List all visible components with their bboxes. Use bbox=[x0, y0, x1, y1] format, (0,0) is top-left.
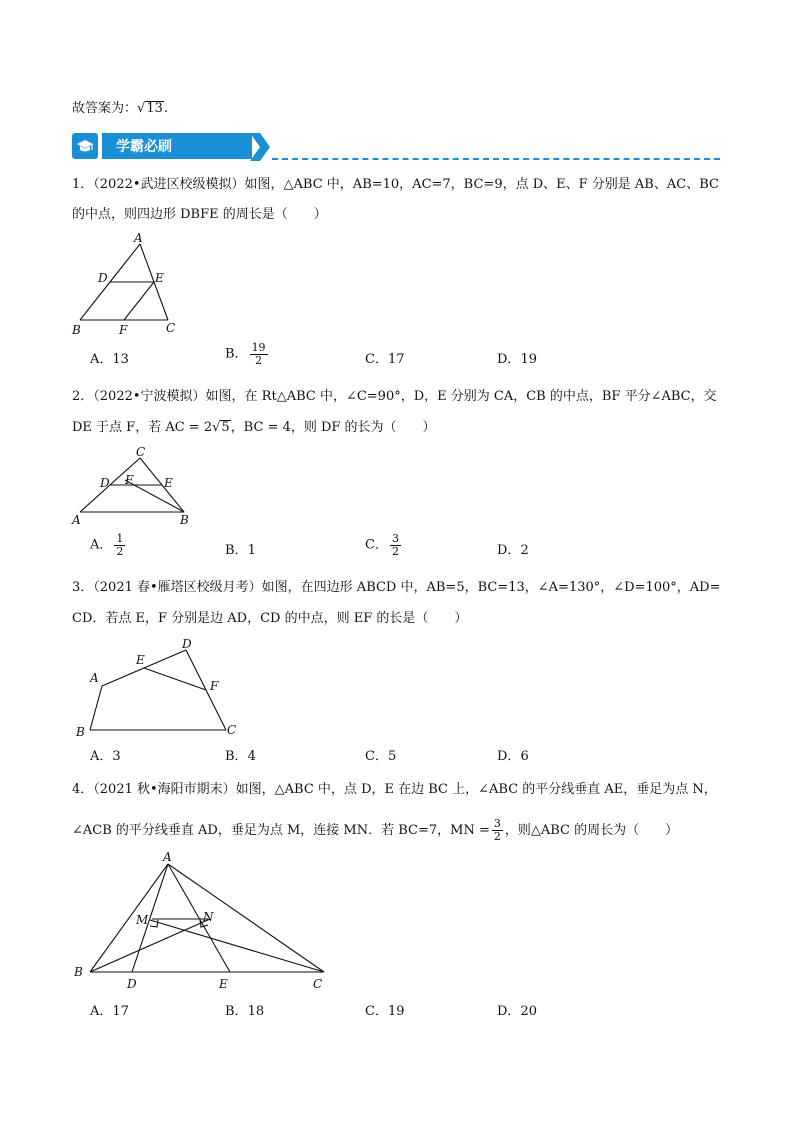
label-b: B bbox=[76, 725, 85, 739]
label-d: D bbox=[100, 476, 110, 490]
q3-option-b[interactable]: B．4 bbox=[225, 749, 256, 764]
q4-option-c[interactable]: C．19 bbox=[365, 1004, 405, 1019]
question-1-line1 bbox=[72, 176, 719, 194]
label-b: B bbox=[72, 323, 81, 337]
label-f: F bbox=[125, 473, 134, 487]
question-text: 如图，△ABC 中，AB=10，AC=7，BC=9，点 D、E、F 分别是 AB、AC、BC bbox=[244, 177, 719, 192]
label-e: E bbox=[219, 977, 228, 991]
question-2-line1: 2．（2022•宁波模拟）如图，在 Rt△ABC 中，∠C=90°，D，E 分别为 CA，CB 的中点，BF 平分∠ABC，交 bbox=[72, 389, 717, 404]
label-c: C bbox=[313, 977, 323, 991]
answer-prefix: 故答案为： bbox=[72, 101, 138, 116]
label-f: F bbox=[119, 323, 128, 337]
question-number: 1． bbox=[72, 177, 94, 192]
banner-dashed-line bbox=[272, 158, 720, 160]
q3-option-a[interactable]: A．3 bbox=[90, 749, 121, 764]
q1-option-c[interactable]: C．17 bbox=[365, 352, 405, 367]
q4-option-d[interactable]: D．20 bbox=[497, 1004, 537, 1019]
answer-radicand: 13 bbox=[146, 101, 163, 116]
question-3-line1: 3．（2021 春•雁塔区校级月考）如图，在四边形 ABCD 中，AB=5，BC=13，∠A=130°，∠D=100°，AD= bbox=[72, 580, 721, 595]
question-2-line2: DE 于点 F，若 AC = 2√5，BC = 4，则 DF 的长为（ ） bbox=[72, 420, 436, 435]
q2-option-b[interactable]: B．1 bbox=[225, 543, 256, 558]
label-a: A bbox=[163, 850, 172, 864]
label-m: M bbox=[136, 913, 149, 927]
answer-suffix: . bbox=[163, 101, 168, 116]
banner-title-box bbox=[102, 133, 252, 159]
label-c: C bbox=[227, 723, 237, 737]
label-d: D bbox=[127, 977, 137, 991]
label-a: A bbox=[134, 231, 143, 245]
sqrt-sign: √ bbox=[137, 101, 146, 116]
label-d: D bbox=[98, 271, 108, 285]
label-d: D bbox=[182, 637, 192, 651]
q2-option-d[interactable]: D．2 bbox=[497, 543, 529, 558]
question-2-figure bbox=[70, 444, 200, 532]
banner-title: 学霸必刷 bbox=[116, 139, 172, 155]
label-e: E bbox=[136, 653, 145, 667]
label-a: A bbox=[72, 513, 81, 527]
label-e: E bbox=[164, 476, 173, 490]
question-1-line2: 的中点，则四边形 DBFE 的周长是（ ） bbox=[72, 207, 327, 222]
segment-ef bbox=[124, 282, 154, 320]
q1-option-d[interactable]: D．19 bbox=[497, 352, 537, 367]
label-b: B bbox=[180, 513, 189, 527]
q2-option-c[interactable]: C． $\frac{3}{2}$ bbox=[365, 532, 399, 558]
q4-option-b[interactable]: B．18 bbox=[225, 1004, 265, 1019]
question-4-figure bbox=[70, 846, 340, 996]
label-b: B bbox=[74, 965, 83, 979]
q4-option-a[interactable]: A．17 bbox=[90, 1004, 129, 1019]
chevron-right-icon bbox=[250, 132, 272, 162]
question-1-figure bbox=[70, 230, 190, 340]
label-c: C bbox=[166, 321, 176, 335]
question-source: （2022•武进区校级模拟） bbox=[93, 177, 245, 192]
question-3-line2: CD．若点 E，F 分别是边 AD，CD 的中点，则 EF 的长是（ ） bbox=[72, 611, 468, 626]
label-f: F bbox=[210, 679, 219, 693]
q1-option-b[interactable]: B． $\frac{19}{2}$ bbox=[225, 341, 266, 367]
fraction: $\frac{19}{2}$ bbox=[251, 341, 266, 367]
previous-answer bbox=[72, 100, 168, 118]
q3-option-c[interactable]: C．5 bbox=[365, 749, 397, 764]
q2-option-a[interactable]: A． $\frac{1}{2}$ bbox=[90, 532, 124, 558]
section-banner bbox=[72, 132, 722, 162]
q3-option-d[interactable]: D．6 bbox=[497, 749, 529, 764]
graduation-cap-icon bbox=[72, 133, 98, 159]
question-3-figure bbox=[70, 634, 250, 744]
question-4-line2: ∠ACB 的平分线垂直 AD，垂足为点 M，连接 MN．若 BC=7，MN = $\frac{3}{2}$ ，则△ABC 的周长为（ ） bbox=[72, 817, 679, 843]
label-n: N bbox=[203, 910, 214, 924]
label-c: C bbox=[136, 445, 146, 459]
label-e: E bbox=[155, 271, 164, 285]
q1-option-a[interactable]: A．13 bbox=[90, 352, 129, 367]
label-a: A bbox=[90, 671, 99, 685]
question-4-line1: 4．（2021 秋•海阳市期末）如图，△ABC 中，点 D，E 在边 BC 上，∠ABC 的平分线垂直 AE，垂足为点 N， bbox=[72, 782, 717, 797]
